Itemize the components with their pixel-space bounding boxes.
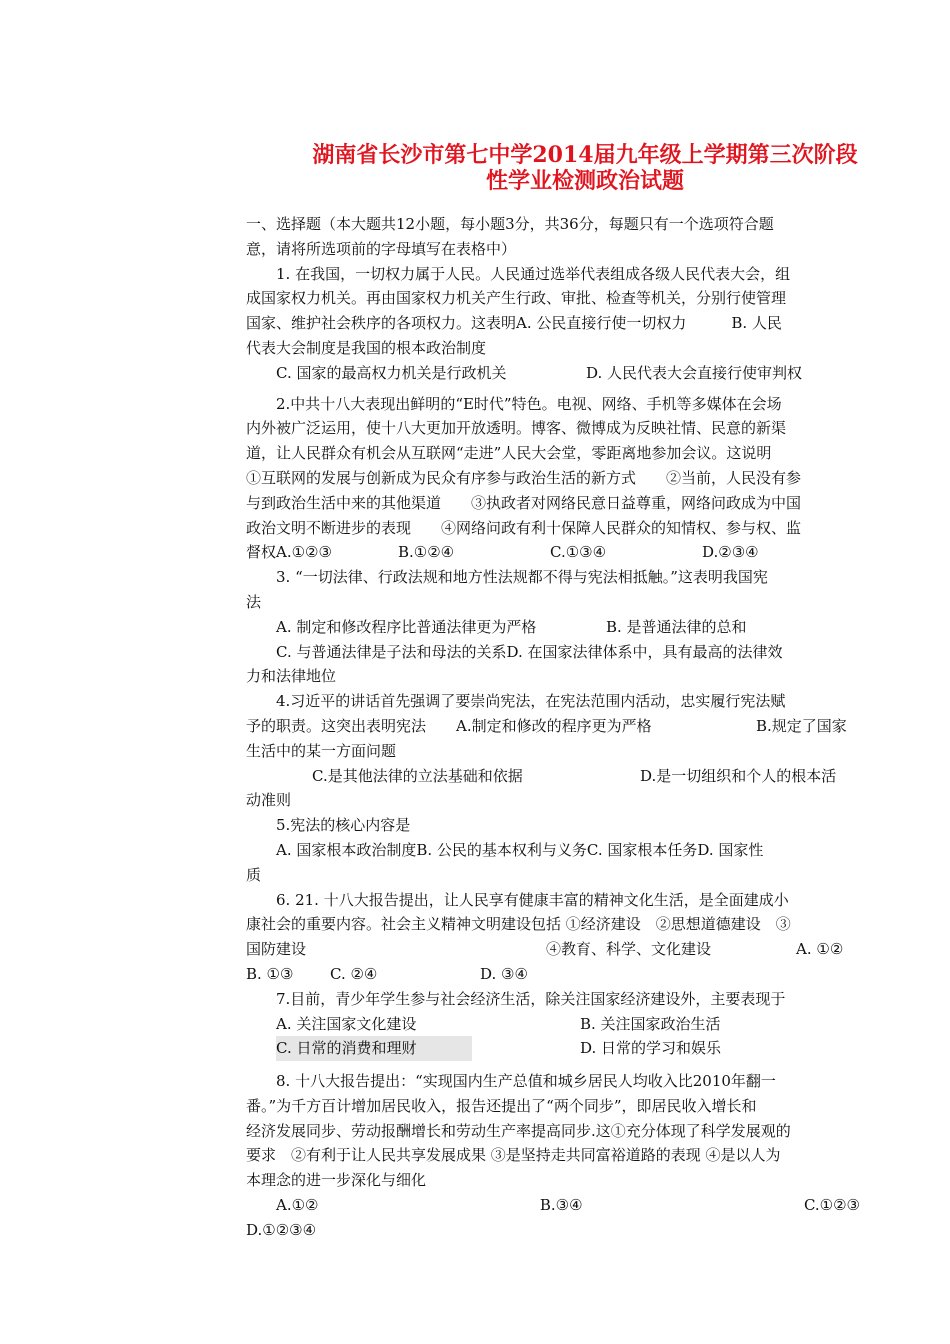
option-d: D. ③④: [480, 964, 528, 983]
text-line: 代表大会制度是我国的根本政治制度: [246, 338, 487, 357]
text-line: 国家、维护社会秩序的各项权力。这表明A. 公民直接行使一切权力 B. 人民: [246, 314, 782, 333]
option-b: B.规定了国家: [756, 716, 847, 735]
text-line: 成国家权力机关。再由国家权力机关产生行政、审批、检查等机关，分别行使管理: [246, 289, 787, 308]
text-line: 与到政治生活中来的其他渠道 ③执政者对网络民意日益尊重，网络问政成为中国: [246, 493, 802, 512]
option-d: D. 日常的学习和娱乐: [580, 1039, 722, 1058]
option-c: C.①③④: [550, 543, 607, 562]
text-line: 番。”为千方百计增加居民收入，报告还提出了“两个同步”，即居民收入增长和: [246, 1096, 757, 1115]
text-line: 动准则: [246, 791, 292, 810]
section-heading: [246, 212, 860, 237]
option-b: B.①②④: [398, 543, 455, 562]
option-b: B. 是普通法律的总和: [606, 617, 747, 636]
option-c: C.①②③: [803, 1196, 860, 1215]
text-line: 一、选择题（本大题共12小题，每小题3分，共36分，每题只有一个选项符合题: [246, 215, 774, 233]
question-4: [246, 689, 860, 714]
option-b: B.③④: [539, 1196, 583, 1215]
text-line: 康社会的重要内容。社会主义精神文明建设包括 ①经济建设 ②思想道德建设 ③: [246, 915, 791, 934]
option-d: D.是一切组织和个人的根本活: [640, 766, 837, 785]
question-2: [246, 392, 860, 417]
text-line: 力和法律地位: [246, 667, 337, 686]
option-c: C. ②④: [330, 964, 378, 983]
option-c: C. 日常的消费和理财: [276, 1036, 472, 1061]
text-line: A. 国家根本政治制度B. 公民的基本权利与义务C. 国家根本任务D. 国家性: [276, 840, 764, 859]
text-line: 2.中共十八大表现出鲜明的“E时代”特色。电视、网络、手机等多媒体在会场: [276, 394, 782, 413]
text-line: 8. 十八大报告提出：“实现国内生产总值和城乡居民人均收入比2010年翻一: [276, 1072, 776, 1091]
option-a: A. 制定和修改程序比普通法律更为严格: [276, 617, 537, 636]
text-line: 本理念的进一步深化与细化: [246, 1171, 427, 1190]
option-d: D. 人民代表大会直接行使审判权: [586, 363, 803, 382]
option-b: B. ①③: [246, 964, 294, 983]
text-line: 质: [246, 865, 262, 884]
text-line: C. 与普通法律是子法和母法的关系D. 在国家法律体系中，具有最高的法律效: [276, 642, 783, 661]
document-title-line1: 湖南省长沙市第七中学2014届九年级上学期第三次阶段: [312, 142, 858, 168]
text-line: ①互联网的发展与创新成为民众有序参与政治生活的新方式 ②当前，人民没有参: [246, 468, 802, 487]
document-title-line2: 性学业检测政治试题: [485, 168, 684, 194]
document-body: [246, 212, 860, 1243]
text-line: 3. “一切法律、行政法规和地方性法规都不得与宪法相抵触。”这表明我国宪: [276, 568, 768, 587]
text-line: 国防建设: [246, 940, 307, 959]
text-line: 经济发展同步、劳动报酬增长和劳动生产率提高同步.这①充分体现了科学发展观的: [246, 1121, 791, 1140]
text-line: 政治文明不断进步的表现 ④网络问政有利十保障人民群众的知情权、参与权、监: [246, 518, 802, 537]
option-b: B. 关注国家政治生活: [580, 1014, 721, 1033]
text-line: 5.宪法的核心内容是: [276, 816, 411, 835]
text-line: 内外被广泛运用，使十八大更加开放透明。博客、微博成为反映社情、民意的新渠: [246, 419, 787, 438]
text-line: ④教育、科学、文化建设: [546, 940, 712, 959]
question-6: [246, 888, 860, 913]
text-line: 4.习近平的讲话首先强调了要崇尚宪法，在宪法范围内活动，忠实履行宪法赋: [276, 692, 786, 711]
text-line: 1. 在我国，一切权力属于人民。人民通过选举代表组成各级人民代表大会，组: [276, 264, 791, 283]
option-c: C.是其他法律的立法基础和依据: [312, 766, 523, 785]
option-a: 予的职责。这突出表明宪法 A.制定和修改的程序更为严格: [246, 716, 652, 735]
text-line: 7.目前，青少年学生参与社会经济生活，除关注国家经济建设外，主要表现于: [276, 989, 786, 1008]
question-3: [246, 565, 860, 590]
question-5: [246, 813, 860, 838]
text-line: 法: [246, 592, 262, 611]
text-line: 要求 ②有利于让人民共享发展成果 ③是坚持走共同富裕道路的表现 ④是以人为: [246, 1146, 781, 1165]
question-8: [246, 1069, 860, 1094]
option-a: A.①②: [276, 1196, 319, 1215]
option-a: A. ①②: [796, 940, 844, 959]
text-line: 生活中的某一方面问题: [246, 741, 397, 760]
option-c: C. 国家的最高权力机关是行政机关: [276, 363, 507, 382]
option-d: D.②③④: [702, 543, 759, 562]
text-line: 道，让人民群众有机会从互联网“走进”人民大会堂，零距离地参加会议。这说明: [246, 444, 772, 463]
option-a: A. 关注国家文化建设: [276, 1014, 417, 1033]
text-line: 意，请将所选项前的字母填写在表格中）: [246, 239, 517, 258]
question-1: [246, 262, 860, 287]
option-a: 督权A.①②③: [246, 543, 332, 562]
question-7: [246, 987, 860, 1012]
text-line: 6. 21. 十八大报告提出，让人民享有健康丰富的精神文化生活，是全面建成小: [276, 890, 789, 909]
option-d: D.①②③④: [246, 1220, 317, 1239]
